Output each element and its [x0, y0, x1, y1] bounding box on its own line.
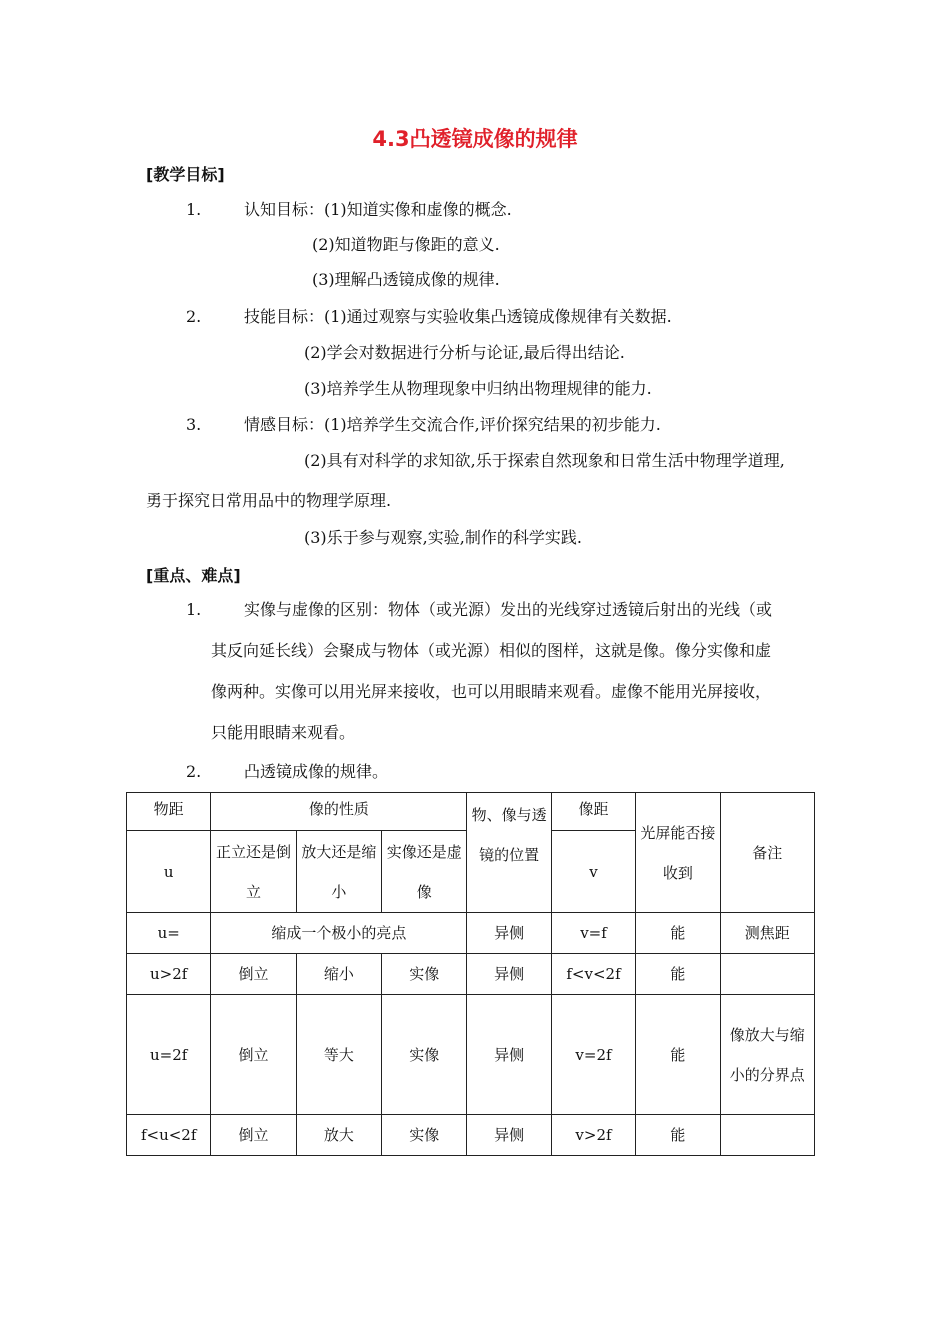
cell-v: v>2f: [551, 1115, 635, 1156]
objective-2-number: 2.: [186, 307, 202, 326]
page-title: 4.3凸透镜成像的规律: [372, 127, 578, 151]
header-size: 放大还是缩小: [296, 831, 381, 913]
header-v: v: [551, 831, 635, 913]
header-u: u: [127, 831, 211, 913]
keypoint-1-line-4: 只能用眼睛来观看。: [211, 723, 356, 742]
cell-kind: 实像: [382, 1115, 467, 1156]
header-upright: 正立还是倒立: [211, 831, 296, 913]
objective-3-number: 3.: [186, 415, 202, 434]
keypoint-1-line-3: 像两种。实像可以用光屏来接收，也可以用眼睛来观看。虚像不能用光屏接收，: [211, 682, 772, 701]
cell-u: u=: [127, 913, 211, 954]
cell-note: 像放大与缩小的分界点: [720, 995, 814, 1115]
cell-position: 异侧: [467, 1115, 551, 1156]
table-header-row-1: [127, 793, 815, 831]
header-image-distance: 像距: [551, 793, 635, 831]
header-image-nature: 像的性质: [211, 793, 467, 831]
cell-kind: 实像: [382, 954, 467, 995]
keypoints-heading: [重点、难点]: [146, 566, 241, 585]
cell-position: 异侧: [467, 913, 551, 954]
objective-3-sub-2: (2)具有对科学的求知欲,乐于探索自然现象和日常生活中物理学道理,: [304, 451, 785, 470]
objective-3-sub-2-cont: 勇于探究日常用品中的物理学原理.: [146, 491, 392, 510]
objective-1-text: 认知目标：(1)知道实像和虚像的概念.: [244, 200, 512, 219]
cell-note: [720, 1115, 814, 1156]
cell-u: u>2f: [127, 954, 211, 995]
objective-1-number: 1.: [186, 200, 202, 219]
cell-screen: 能: [636, 954, 720, 995]
cell-v: v=f: [551, 913, 635, 954]
table-row: [127, 995, 815, 1115]
objectives-heading: [教学目标]: [146, 165, 225, 184]
table-row: [127, 954, 815, 995]
header-screen: 光屏能否接收到: [636, 793, 720, 913]
table-row: [127, 1115, 815, 1156]
table-row: [127, 913, 815, 954]
cell-size: 放大: [296, 1115, 381, 1156]
objective-2-sub-2: (2)学会对数据进行分析与论证,最后得出结论.: [304, 343, 625, 362]
objective-2-sub-3: (3)培养学生从物理现象中归纳出物理规律的能力.: [304, 379, 652, 398]
cell-position: 异侧: [467, 954, 551, 995]
objective-1-sub-2: (2)知道物距与像距的意义.: [312, 235, 500, 254]
keypoint-1-line-2: 其反向延长线）会聚成与物体（或光源）相似的图样，这就是像。像分实像和虚: [211, 641, 772, 660]
objective-3-sub-3: (3)乐于参与观察,实验,制作的科学实践.: [304, 528, 582, 547]
imaging-rules-table: [126, 792, 815, 1156]
objective-1-sub-3: (3)理解凸透镜成像的规律.: [312, 270, 500, 289]
keypoint-2-text: 凸透镜成像的规律。: [244, 762, 389, 781]
cell-orientation: 倒立: [211, 954, 296, 995]
keypoint-1-line-1: 实像与虚像的区别：物体（或光源）发出的光线穿过透镜后射出的光线（或: [244, 600, 773, 619]
header-real-virtual: 实像还是虚像: [382, 831, 467, 913]
cell-v: f<v<2f: [551, 954, 635, 995]
cell-orientation: 倒立: [211, 995, 296, 1115]
cell-position: 异侧: [467, 995, 551, 1115]
cell-kind: 实像: [382, 995, 467, 1115]
keypoint-2-number: 2.: [186, 762, 202, 781]
cell-orientation: 倒立: [211, 1115, 296, 1156]
cell-size: 缩小: [296, 954, 381, 995]
cell-screen: 能: [636, 995, 720, 1115]
cell-v: v=2f: [551, 995, 635, 1115]
header-position: 物、像与透镜的位置: [467, 793, 551, 913]
header-note: 备注: [720, 793, 814, 913]
cell-merged: 缩成一个极小的亮点: [211, 913, 467, 954]
cell-screen: 能: [636, 1115, 720, 1156]
objective-3-text: 情感目标：(1)培养学生交流合作,评价探究结果的初步能力.: [244, 415, 661, 434]
cell-size: 等大: [296, 995, 381, 1115]
header-object-distance: 物距: [127, 793, 211, 831]
cell-screen: 能: [636, 913, 720, 954]
keypoint-1-number: 1.: [186, 600, 202, 619]
cell-note: [720, 954, 814, 995]
cell-u: f<u<2f: [127, 1115, 211, 1156]
objective-2-text: 技能目标：(1)通过观察与实验收集凸透镜成像规律有关数据.: [244, 307, 672, 326]
cell-u: u=2f: [127, 995, 211, 1115]
cell-note: 测焦距: [720, 913, 814, 954]
